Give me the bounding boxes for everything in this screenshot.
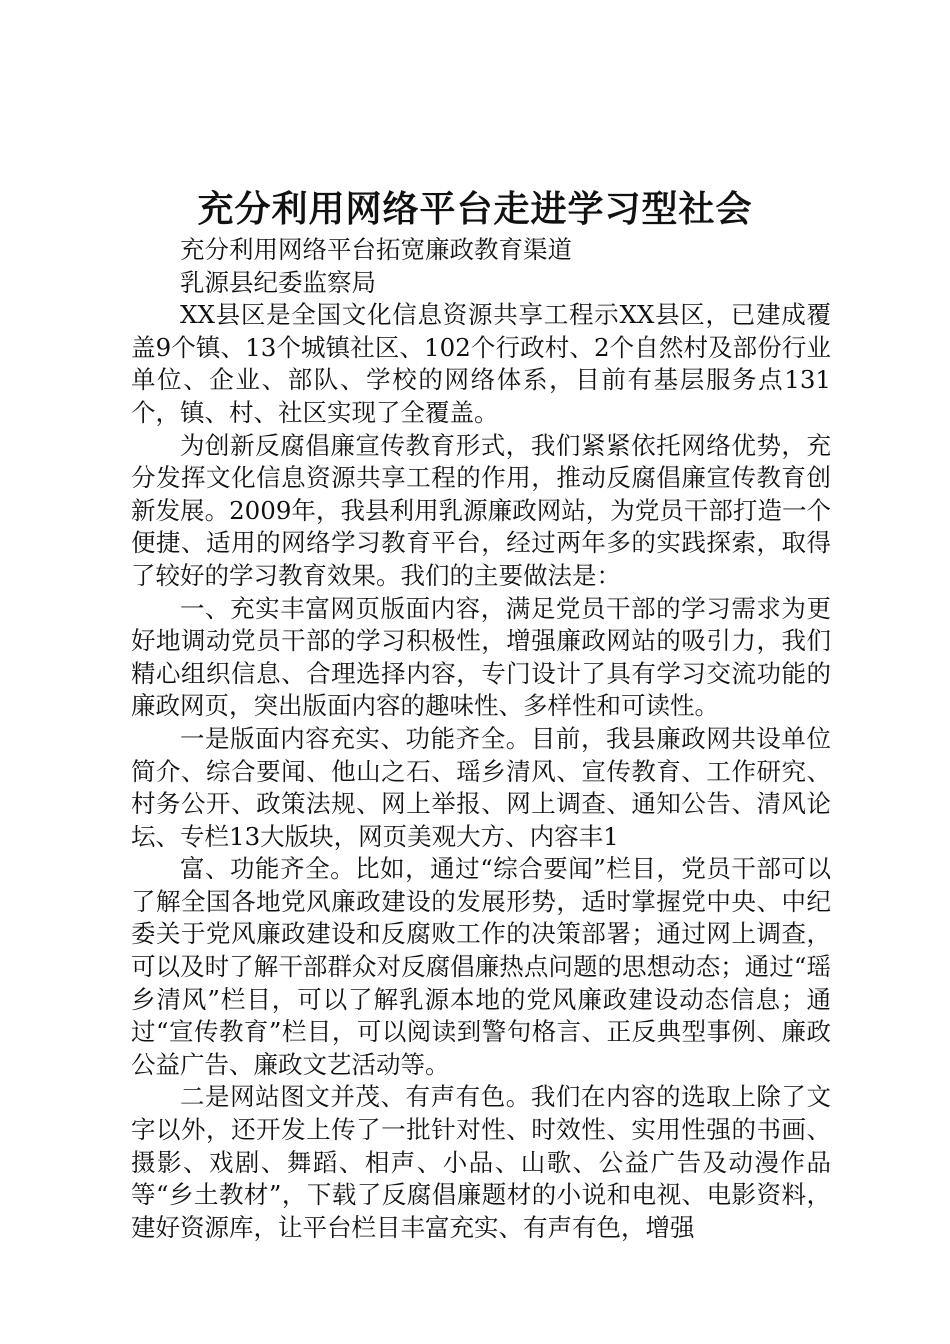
paragraph-6: 二是网站图文并茂、有声有色。我们在内容的选取上除了文字以外，还开发上传了一批针对性、时效性、实用性强的书画、摄影、戏剧、舞蹈、相声、小品、山歌、公益广告及动漫作品等“乡土教材”，下载了反腐倡廉题材的小说和电视、电影资料，建好资源库，让平台栏目丰富充实、有声有色，增强 <box>131 1082 831 1242</box>
paragraph-1: XX县区是全国文化信息资源共享工程示XX县区，已建成覆盖9个镇、13个城镇社区、102个行政村、2个自然村及部份行业单位、企业、部队、学校的网络体系，目前有基层服务点131个，镇、村、社区实现了全覆盖。 <box>131 300 831 427</box>
paragraph-2: 为创新反腐倡廉宣传教育形式，我们紧紧依托网络优势，充分发挥文化信息资源共享工程的作用，推动反腐倡廉宣传教育创新发展。2009年，我县利用乳源廉政网站，为党员干部打造一个便捷、适用的网络学习教育平台，经过两年多的实践探索，取得了较好的学习教育效果。我们的主要做法是： <box>131 430 831 590</box>
subtitle-line: 充分利用网络平台拓宽廉政教育渠道 <box>180 235 572 264</box>
author-line: 乳源县纪委监察局 <box>180 267 376 297</box>
document-title: 充分利用网络平台走进学习型社会 <box>197 188 753 230</box>
paragraph-5: 富、功能齐全。比如，通过“综合要闻”栏目，党员干部可以了解全国各地党风廉政建设的发展形势，适时掌握党中央、中纪委关于党风廉政建设和反腐败工作的决策部署；通过网上调查，可以及时了解干部群众对反腐倡廉热点问题的思想动态；通过“瑶乡清风”栏目，可以了解乳源本地的党风廉政建设动态信息；通过“宣传教育”栏目，可以阅读到警句格言、正反典型事例、廉政公益广告、廉政文艺活动等。 <box>131 854 831 1079</box>
paragraph-4: 一是版面内容充实、功能齐全。目前，我县廉政网共设单位简介、综合要闻、他山之石、瑶乡清风、宣传教育、工作研究、村务公开、政策法规、网上举报、网上调查、通知公告、清风论坛、专栏13大版块，网页美观大方、内容丰1 <box>131 723 831 851</box>
paragraph-3: 一、充实丰富网页版面内容，满足党员干部的学习需求为更好地调动党员干部的学习积极性，增强廉政网站的吸引力，我们精心组织信息、合理选择内容，专门设计了具有学习交流功能的廉政网页，突出版面内容的趣味性、多样性和可读性。 <box>131 593 831 721</box>
document-body <box>131 234 831 1244</box>
